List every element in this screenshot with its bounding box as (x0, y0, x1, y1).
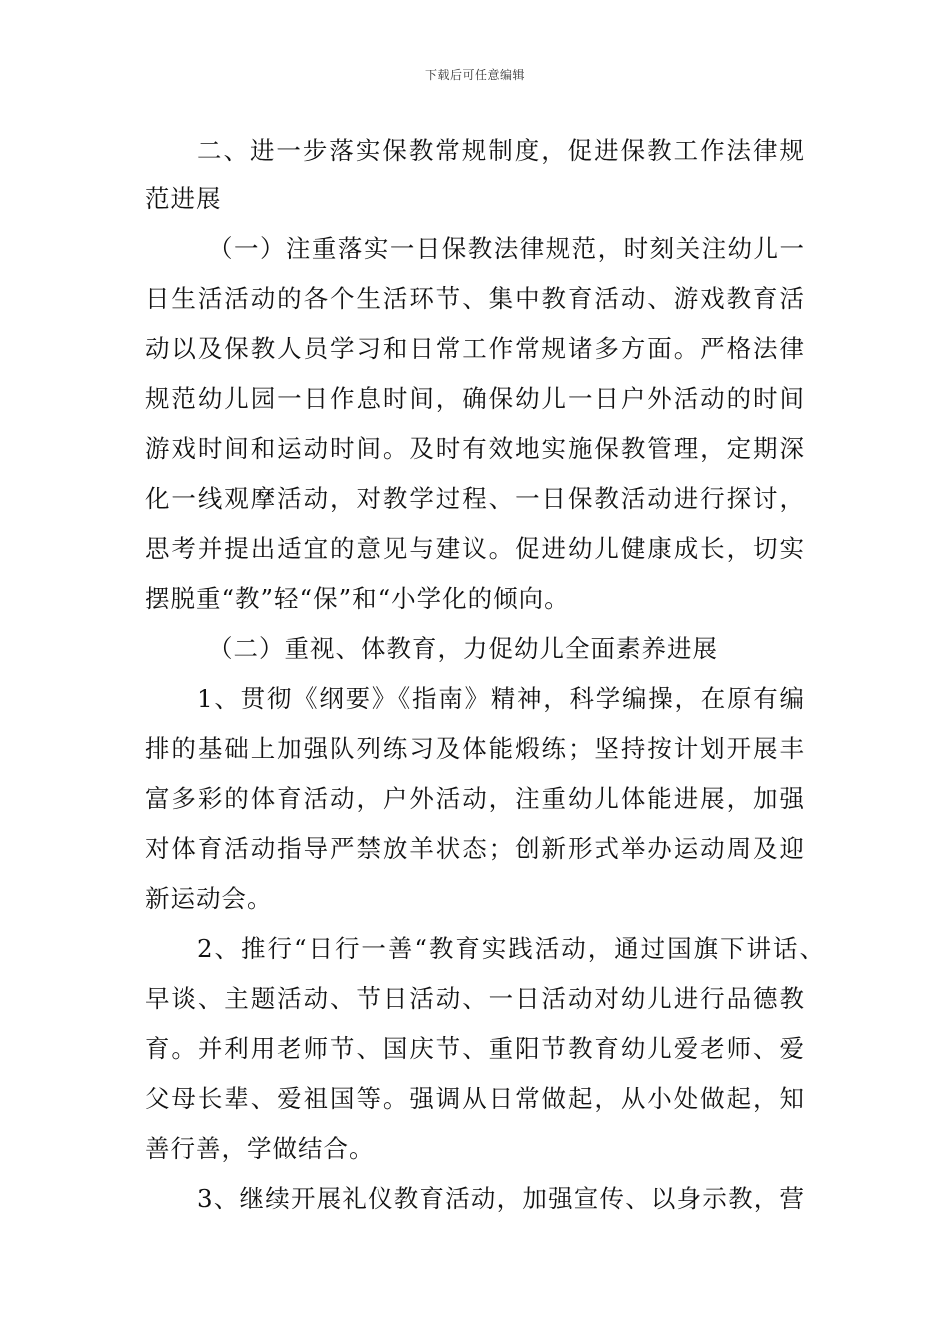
paragraph-line: 善行善，学做结合。 (145, 1134, 375, 1163)
paragraph-line: 排的基础上加强队列练习及体能煅练；坚持按计划开展丰 (145, 734, 805, 763)
paragraph-line: 摆脱重“教”轻“保”和“小学化的倾向。 (145, 584, 570, 613)
paragraph-line: 早谈、主题活动、节日活动、一日活动对幼儿进行品德教 (145, 984, 805, 1013)
paragraph-line: 3、继续开展礼仪教育活动，加强宣传、以身示教，营 (197, 1184, 805, 1213)
page-header: 下载后可任意编辑 (424, 68, 525, 82)
paragraph-line: 日生活活动的各个生活环节、集中教育活动、游戏教育活 (145, 284, 805, 313)
paragraph-line: 化一线观摩活动，对教学过程、一日保教活动进行探讨， (145, 484, 805, 513)
paragraph-line: 富多彩的体育活动，户外活动，注重幼儿体能进展，加强 (145, 784, 805, 813)
paragraph-line: 游戏时间和运动时间。及时有效地实施保教管理，定期深 (145, 434, 805, 463)
section-heading: 二、进一步落实保教常规制度，促进保教工作法律规 (197, 136, 805, 165)
paragraph-line: 1、贯彻《纲要》《指南》精神，科学编操，在原有编 (197, 684, 805, 713)
paragraph-line: 新运动会。 (145, 884, 273, 913)
subsection-heading: （二）重视、体教育，力促幼儿全面素养进展 (208, 634, 718, 663)
paragraph-line: （一）注重落实一日保教法律规范，时刻关注幼儿一 (208, 234, 805, 263)
paragraph-line: 规范幼儿园一日作息时间，确保幼儿一日户外活动的时间 (145, 384, 805, 413)
paragraph-line: 思考并提出适宜的意见与建议。促进幼儿健康成长，切实 (145, 534, 805, 563)
paragraph-line: 动以及保教人员学习和日常工作常规诸多方面。严格法律 (145, 334, 805, 363)
section-heading-continued: 范进展 (145, 184, 222, 213)
paragraph-line: 父母长辈、爱祖国等。强调从日常做起，从小处做起，知 (145, 1084, 805, 1113)
paragraph-line: 2、推行“日行一善“教育实践活动，通过国旗下讲话、 (197, 934, 825, 963)
paragraph-line: 育。并利用老师节、国庆节、重阳节教育幼儿爱老师、爱 (145, 1034, 805, 1063)
paragraph-line: 对体育活动指导严禁放羊状态；创新形式举办运动周及迎 (145, 834, 805, 863)
